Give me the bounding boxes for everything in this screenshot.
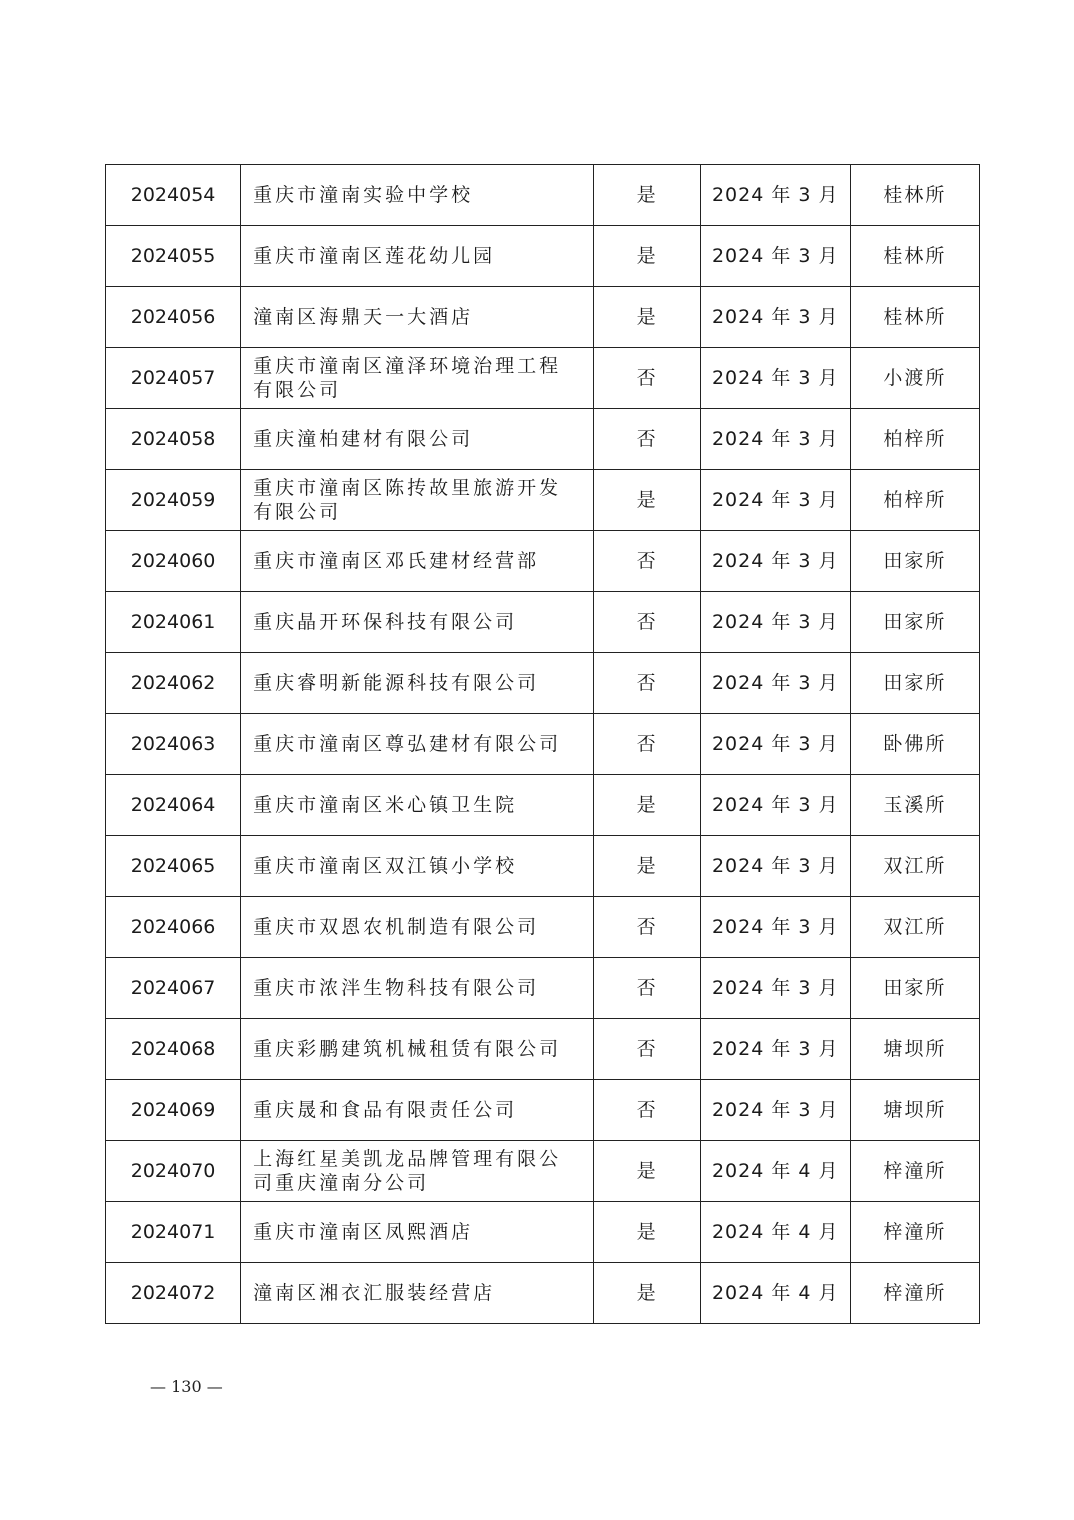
flag-cell: 否: [593, 592, 700, 653]
table-row: [106, 1141, 980, 1202]
unit-cell: 柏梓所: [850, 409, 979, 470]
unit-cell: 桂林所: [850, 165, 979, 226]
organization-name-cell: 重庆睿明新能源科技有限公司: [241, 653, 593, 714]
organization-name-cell: 重庆市潼南区双江镇小学校: [241, 836, 593, 897]
unit-cell: 田家所: [850, 958, 979, 1019]
flag-cell: 是: [593, 165, 700, 226]
flag-cell: 否: [593, 1080, 700, 1141]
flag-cell: 是: [593, 287, 700, 348]
organization-name-cell: 重庆市潼南区潼泽环境治理工程有限公司: [241, 348, 593, 409]
flag-cell: 否: [593, 1019, 700, 1080]
flag-cell: 否: [593, 714, 700, 775]
flag-cell: 是: [593, 226, 700, 287]
unit-cell: 梓潼所: [850, 1141, 979, 1202]
unit-cell: 田家所: [850, 653, 979, 714]
record-id-cell: 2024069: [106, 1080, 241, 1141]
flag-cell: 否: [593, 897, 700, 958]
date-cell: 2024 年 4 月: [700, 1263, 850, 1324]
flag-cell: 是: [593, 775, 700, 836]
record-id-cell: 2024072: [106, 1263, 241, 1324]
flag-cell: 否: [593, 531, 700, 592]
unit-cell: 小渡所: [850, 348, 979, 409]
record-id-cell: 2024070: [106, 1141, 241, 1202]
unit-cell: 梓潼所: [850, 1263, 979, 1324]
unit-cell: 桂林所: [850, 287, 979, 348]
organization-name-cell: 重庆市浓泮生物科技有限公司: [241, 958, 593, 1019]
table-row: [106, 1019, 980, 1080]
unit-cell: 桂林所: [850, 226, 979, 287]
record-id-cell: 2024054: [106, 165, 241, 226]
record-id-cell: 2024062: [106, 653, 241, 714]
organization-name-cell: 重庆彩鹏建筑机械租赁有限公司: [241, 1019, 593, 1080]
record-id-cell: 2024063: [106, 714, 241, 775]
unit-cell: 塘坝所: [850, 1080, 979, 1141]
record-id-cell: 2024059: [106, 470, 241, 531]
table-row: [106, 348, 980, 409]
organization-name-cell: 重庆市潼南区邓氏建材经营部: [241, 531, 593, 592]
date-cell: 2024 年 3 月: [700, 287, 850, 348]
date-cell: 2024 年 3 月: [700, 1080, 850, 1141]
record-id-cell: 2024067: [106, 958, 241, 1019]
organization-name-cell: 重庆市潼南区尊弘建材有限公司: [241, 714, 593, 775]
table-row: [106, 1080, 980, 1141]
flag-cell: 否: [593, 348, 700, 409]
organization-name-cell: 重庆潼柏建材有限公司: [241, 409, 593, 470]
table-row: [106, 653, 980, 714]
record-id-cell: 2024057: [106, 348, 241, 409]
flag-cell: 是: [593, 1263, 700, 1324]
date-cell: 2024 年 3 月: [700, 165, 850, 226]
record-id-cell: 2024066: [106, 897, 241, 958]
table-body: [106, 165, 980, 1324]
registry-table: [105, 164, 980, 1324]
date-cell: 2024 年 3 月: [700, 1019, 850, 1080]
flag-cell: 是: [593, 1202, 700, 1263]
organization-name-cell: 重庆晟和食品有限责任公司: [241, 1080, 593, 1141]
organization-name-cell: 重庆市潼南区陈抟故里旅游开发有限公司: [241, 470, 593, 531]
organization-name-cell: 重庆市潼南区凤熙酒店: [241, 1202, 593, 1263]
date-cell: 2024 年 3 月: [700, 470, 850, 531]
table-row: [106, 775, 980, 836]
organization-name-cell: 上海红星美凯龙品牌管理有限公司重庆潼南分公司: [241, 1141, 593, 1202]
flag-cell: 是: [593, 1141, 700, 1202]
organization-name-cell: 重庆市潼南区米心镇卫生院: [241, 775, 593, 836]
organization-name-cell: 重庆市潼南实验中学校: [241, 165, 593, 226]
record-id-cell: 2024060: [106, 531, 241, 592]
date-cell: 2024 年 3 月: [700, 775, 850, 836]
organization-name-cell: 重庆市双恩农机制造有限公司: [241, 897, 593, 958]
date-cell: 2024 年 3 月: [700, 348, 850, 409]
date-cell: 2024 年 3 月: [700, 714, 850, 775]
date-cell: 2024 年 3 月: [700, 653, 850, 714]
record-id-cell: 2024071: [106, 1202, 241, 1263]
table-row: [106, 287, 980, 348]
record-id-cell: 2024061: [106, 592, 241, 653]
flag-cell: 否: [593, 653, 700, 714]
flag-cell: 否: [593, 958, 700, 1019]
table-row: [106, 531, 980, 592]
date-cell: 2024 年 3 月: [700, 592, 850, 653]
date-cell: 2024 年 3 月: [700, 531, 850, 592]
organization-name-cell: 潼南区湘衣汇服装经营店: [241, 1263, 593, 1324]
table-row: [106, 165, 980, 226]
table-row: [106, 592, 980, 653]
organization-name-cell: 重庆市潼南区莲花幼儿园: [241, 226, 593, 287]
flag-cell: 否: [593, 409, 700, 470]
unit-cell: 双江所: [850, 836, 979, 897]
table-row: [106, 226, 980, 287]
flag-cell: 是: [593, 836, 700, 897]
organization-name-cell: 重庆晶开环保科技有限公司: [241, 592, 593, 653]
page-number: — 130 —: [150, 1377, 223, 1396]
table-row: [106, 409, 980, 470]
table-row: [106, 470, 980, 531]
record-id-cell: 2024058: [106, 409, 241, 470]
unit-cell: 田家所: [850, 531, 979, 592]
unit-cell: 塘坝所: [850, 1019, 979, 1080]
record-id-cell: 2024064: [106, 775, 241, 836]
date-cell: 2024 年 3 月: [700, 836, 850, 897]
table-row: [106, 1263, 980, 1324]
flag-cell: 是: [593, 470, 700, 531]
date-cell: 2024 年 3 月: [700, 958, 850, 1019]
date-cell: 2024 年 3 月: [700, 409, 850, 470]
record-id-cell: 2024068: [106, 1019, 241, 1080]
unit-cell: 田家所: [850, 592, 979, 653]
date-cell: 2024 年 4 月: [700, 1202, 850, 1263]
table-row: [106, 714, 980, 775]
record-id-cell: 2024056: [106, 287, 241, 348]
unit-cell: 玉溪所: [850, 775, 979, 836]
unit-cell: 双江所: [850, 897, 979, 958]
organization-name-cell: 潼南区海鼎天一大酒店: [241, 287, 593, 348]
table-row: [106, 897, 980, 958]
date-cell: 2024 年 3 月: [700, 897, 850, 958]
record-id-cell: 2024065: [106, 836, 241, 897]
table-row: [106, 958, 980, 1019]
unit-cell: 梓潼所: [850, 1202, 979, 1263]
unit-cell: 柏梓所: [850, 470, 979, 531]
unit-cell: 卧佛所: [850, 714, 979, 775]
table-row: [106, 1202, 980, 1263]
table-row: [106, 836, 980, 897]
record-id-cell: 2024055: [106, 226, 241, 287]
date-cell: 2024 年 3 月: [700, 226, 850, 287]
date-cell: 2024 年 4 月: [700, 1141, 850, 1202]
